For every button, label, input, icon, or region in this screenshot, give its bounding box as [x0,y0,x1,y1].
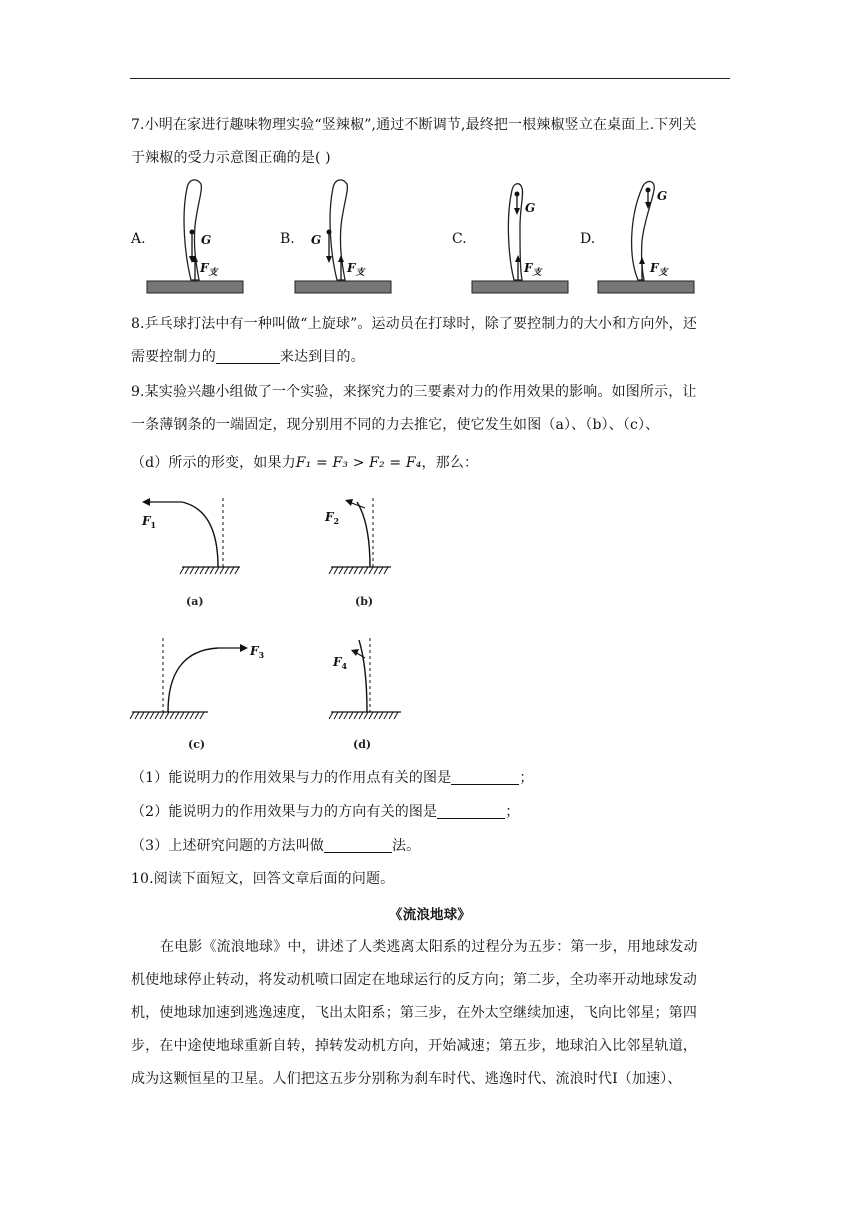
passage-line-2: 机使地球停止转动，将发动机喷口固定在地球运行的反方向；第二步，全功率开动地球发动 [131,972,697,988]
label-g: G [201,233,212,247]
option-a-diagram [145,176,245,298]
force-relation: F₁ = F₃ > F₂ = F₄ [295,455,422,471]
steel-strip [357,502,370,567]
option-d-label: D. [580,231,596,247]
pepper-shape [330,180,347,280]
gravity-arrowhead [326,256,332,263]
q9-sub-3: （3）上述研究问题的方法叫做 法。 [131,838,421,854]
q9-line-1: 9.某实验兴趣小组做了一个实验，来探究力的三要素对力的作用效果的影响。如图所示，让 [131,384,697,400]
center-of-gravity [190,230,195,235]
label-f-support: $F_支$ [650,261,668,278]
passage-line-4: 步，在中途使地球重新自转，掉转发动机方向，开始减速；第五步，地球泊入比邻星轨道， [131,1038,697,1054]
q9-answer-blank-2[interactable] [437,804,505,819]
figure-c [130,630,280,755]
passage-line-1: 在电影《流浪地球》中，讲述了人类逃离太阳系的过程分为五步：第一步，用地球发动 [160,939,698,955]
label-g: G [311,233,322,247]
table-surface [472,281,568,293]
label-g: G [525,201,536,215]
q8-line-1: 8.乒乓球打法中有一种叫做“上旋球”。运动员在打球时，除了要控制力的大小和方向外，还 [131,316,697,332]
label-g: G [657,189,668,203]
q7-line-1: 7.小明在家进行趣味物理实验“竖辣椒”,通过不断调节,最终把一根辣椒竖立在桌面上.下列关 [131,117,697,133]
force-arrowhead [240,644,248,652]
pepper-shape [508,184,522,280]
steel-strip [359,640,367,712]
center-of-gravity [327,230,332,235]
force-arrowhead [142,498,150,506]
label-f-support: $F_支$ [524,261,542,278]
label-f4: $F_4$ [333,655,348,671]
label-f-support: $F_支$ [200,261,218,278]
label-f2: $F_2$ [325,510,340,526]
q9-sub-1: （1）能说明力的作用效果与力的作用点有关的图是 ； [131,770,534,786]
steel-strip [168,648,218,712]
force-arrowhead [345,499,353,506]
caption-a: (a) [186,595,204,608]
q7-line-2: 于辣椒的受力示意图正确的是( ) [131,150,331,166]
header-rule [130,78,730,79]
caption-c: (c) [188,738,206,751]
q8-answer-blank[interactable] [216,349,280,364]
steel-strip [182,502,218,567]
force-arrowhead [351,649,359,656]
option-c-diagram [470,176,570,298]
q9-line-3: （d）所示的形变，如果力F₁ = F₃ > F₂ = F₄，那么： [131,455,479,471]
figure-d [325,630,405,755]
option-b-label: B. [280,231,295,247]
table-surface [295,281,391,293]
label-f3: $F_3$ [250,644,265,660]
q9-answer-blank-1[interactable] [451,770,519,785]
label-f-support: $F_支$ [347,261,365,278]
figure-b [315,488,395,618]
option-b-diagram [293,176,393,298]
q10-line-1: 10.阅读下面短文，回答文章后面的问题。 [131,871,395,887]
caption-d: (d) [353,738,372,751]
option-a-label: A. [131,231,146,247]
center-of-gravity [515,192,520,197]
caption-b: (b) [355,595,374,608]
q9-line-2: 一条薄钢条的一端固定，现分别用不同的力去推它，使它发生如图（a）、（b）、（c）、 [131,417,660,433]
center-of-gravity [646,188,651,193]
option-d-diagram [596,176,696,298]
passage-line-3: 机，使地球加速到逃逸速度，飞出太阳系；第三步，在外太空继续加速，飞向比邻星；第四 [131,1005,697,1021]
passage-title: 《流浪地球》 [389,907,471,923]
option-c-label: C. [452,231,467,247]
table-surface [147,281,243,293]
passage-line-5: 成为这颗恒星的卫星。人们把这五步分别称为刹车时代、逃逸时代、流浪时代I（加速）、 [131,1071,682,1087]
q8-line-2: 需要控制力的 来达到目的。 [131,349,365,365]
q9-answer-blank-3[interactable] [324,838,392,853]
q9-sub-2: （2）能说明力的作用效果与力的方向有关的图是 ； [131,804,520,820]
table-surface [598,281,694,293]
label-f1: $F_1$ [142,514,157,530]
figure-a [130,488,240,618]
